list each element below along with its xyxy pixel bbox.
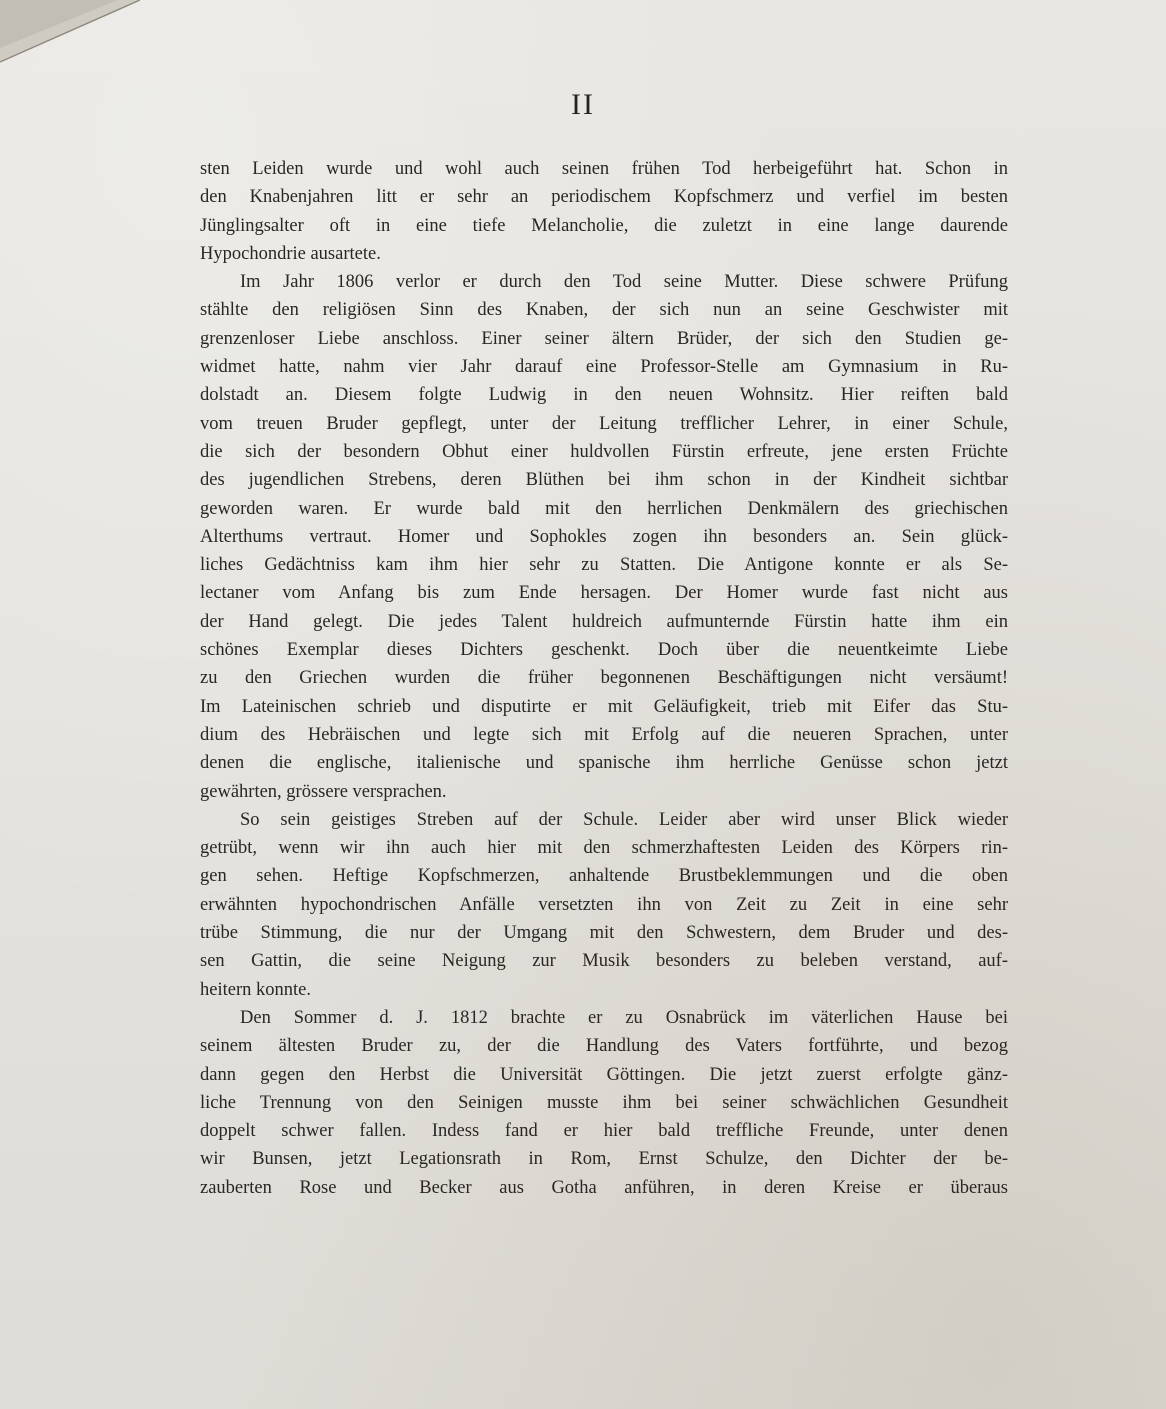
body-text xyxy=(200,155,1008,1202)
text-line: zauberten Rose und Becker aus Gotha anführen, in deren Kreise er überaus xyxy=(200,1177,1008,1198)
text-line: liches Gedächtniss kam ihm hier sehr zu Statten. Die Antigone konnte er als Se- xyxy=(200,555,1008,576)
text-line: dann gegen den Herbst die Universität Göttingen. Die jetzt zuerst erfolgte gänz- xyxy=(200,1064,1008,1085)
text-line: stählte den religiösen Sinn des Knaben, der sich nun an seine Geschwister mit xyxy=(200,300,1008,321)
text-line: liche Trennung von den Seinigen musste ihm bei seiner schwächlichen Gesundheit xyxy=(200,1092,1008,1113)
text-line: die sich der besondern Obhut einer huldvollen Fürstin erfreute, jene ersten Früchte xyxy=(200,441,1008,462)
paragraph-4 xyxy=(200,1004,1008,1202)
text-line: Hypochondrie ausartete. xyxy=(200,243,381,264)
text-line: trübe Stimmung, die nur der Umgang mit den Schwestern, dem Bruder und des- xyxy=(200,923,1008,944)
text-line: gen sehen. Heftige Kopfschmerzen, anhaltende Brustbeklemmungen und die oben xyxy=(200,866,1008,887)
text-line: grenzenloser Liebe anschloss. Einer seiner ältern Brüder, der sich den Studien ge- xyxy=(200,328,1008,349)
text-line: getrübt, wenn wir ihn auch hier mit den schmerzhaftesten Leiden des Körpers rin- xyxy=(200,838,1008,859)
folded-corner xyxy=(0,0,140,70)
paragraph-2 xyxy=(200,268,1008,806)
text-line: sen Gattin, die seine Neigung zur Musik besonders zu beleben verstand, auf- xyxy=(200,951,1008,972)
text-line: schönes Exemplar dieses Dichters geschenkt. Doch über die neuentkeimte Liebe xyxy=(200,640,1008,661)
text-line: gewährten, grössere versprachen. xyxy=(200,781,447,802)
text-line: doppelt schwer fallen. Indess fand er hier bald treffliche Freunde, unter denen xyxy=(200,1121,1008,1142)
text-line: der Hand gelegt. Die jedes Talent huldreich aufmunternde Fürstin hatte ihm ein xyxy=(200,611,1008,632)
text-line: des jugendlichen Strebens, deren Blüthen bei ihm schon in der Kindheit sichtbar xyxy=(200,470,1008,491)
text-line: lectaner vom Anfang bis zum Ende hersagen. Der Homer wurde fast nicht aus xyxy=(200,583,1008,604)
paragraph-1 xyxy=(200,155,1008,268)
text-line: dium des Hebräischen und legte sich mit Erfolg auf die neueren Sprachen, unter xyxy=(200,724,1008,745)
text-line: Den Sommer d. J. 1812 brachte er zu Osnabrück im väterlichen Hause bei xyxy=(240,1007,1008,1028)
text-line: So sein geistiges Streben auf der Schule. Leider aber wird unser Blick wieder xyxy=(240,809,1008,830)
text-line: Jünglingsalter oft in eine tiefe Melancholie, die zuletzt in eine lange daurende xyxy=(200,215,1008,236)
text-line: erwähnten hypochondrischen Anfälle versetzten ihn von Zeit zu Zeit in eine sehr xyxy=(200,894,1008,915)
text-line: Im Lateinischen schrieb und disputirte er mit Geläufigkeit, trieb mit Eifer das Stu- xyxy=(200,696,1008,717)
text-line: den Knabenjahren litt er sehr an periodischem Kopfschmerz und verfiel im besten xyxy=(200,187,1008,208)
text-line: geworden waren. Er wurde bald mit den herrlichen Denkmälern des griechischen xyxy=(200,498,1008,519)
text-line: heitern konnte. xyxy=(200,979,311,1000)
text-line: dolstadt an. Diesem folgte Ludwig in den neuen Wohnsitz. Hier reiften bald xyxy=(200,385,1008,406)
text-line: denen die englische, italienische und spanische ihm herrliche Genüsse schon jetzt xyxy=(200,753,1008,774)
text-line: sten Leiden wurde und wohl auch seinen frühen Tod herbeigeführt hat. Schon in xyxy=(200,159,1008,179)
text-line: Im Jahr 1806 verlor er durch den Tod seine Mutter. Diese schwere Prüfung xyxy=(240,272,1008,293)
text-line: vom treuen Bruder gepflegt, unter der Leitung trefflicher Lehrer, in einer Schule, xyxy=(200,413,1008,434)
page-number: II xyxy=(571,88,595,121)
paragraph-3 xyxy=(200,806,1008,1004)
text-line: seinem ältesten Bruder zu, der die Handlung des Vaters fortführte, und bezog xyxy=(200,1036,1008,1057)
text-line: wir Bunsen, jetzt Legationsrath in Rom, Ernst Schulze, den Dichter der be- xyxy=(200,1149,1008,1170)
text-line: zu den Griechen wurden die früher begonnenen Beschäftigungen nicht versäumt! xyxy=(200,668,1008,689)
text-line: widmet hatte, nahm vier Jahr darauf eine Professor-Stelle am Gymnasium in Ru- xyxy=(200,357,1008,378)
text-line: Alterthums vertraut. Homer und Sophokles zogen ihn besonders an. Sein glück- xyxy=(200,526,1008,547)
